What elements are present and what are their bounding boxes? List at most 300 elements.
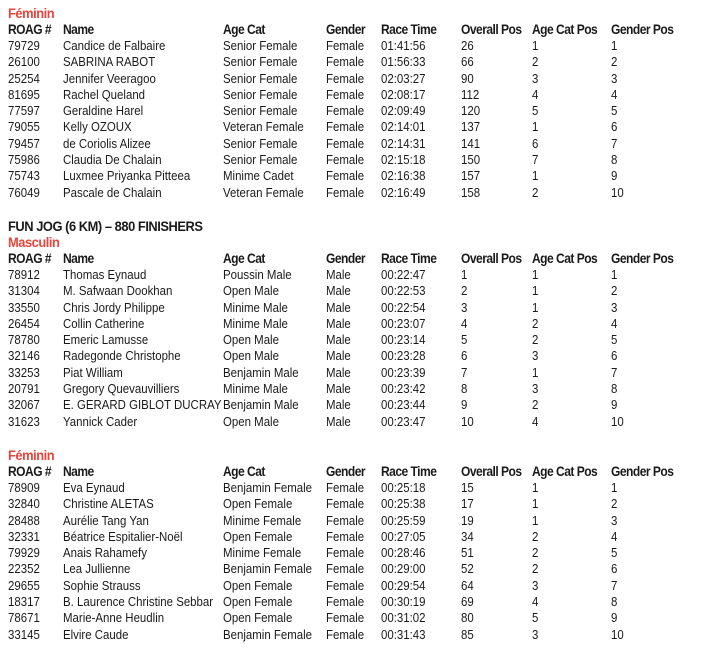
table-row: [8, 86, 618, 103]
cell-overall-pos: 158: [461, 184, 481, 200]
cell-race-time: 02:09:49: [381, 103, 426, 119]
cell-name: Kelly OZOUX: [63, 119, 132, 135]
cell-gender: Female: [326, 594, 365, 610]
cell-gender-pos: 7: [611, 135, 618, 151]
table-row: [8, 152, 618, 168]
table-row: [8, 545, 618, 561]
cell-race-time: 00:22:54: [381, 299, 426, 315]
table-row: [8, 103, 618, 119]
cell-overall-pos: 64: [461, 577, 474, 593]
cell-gender-pos: 3: [611, 299, 618, 315]
cell-overall-pos: 137: [461, 119, 481, 135]
cell-race-time: 00:25:38: [381, 496, 426, 512]
cell-race-time: 00:23:44: [381, 397, 426, 413]
cell-roag-number: 78780: [8, 332, 40, 348]
cell-age-cat: Minime Male: [223, 315, 288, 331]
table-row: [8, 332, 618, 348]
cell-race-time: 01:41:56: [381, 38, 426, 53]
cell-gender: Male: [326, 332, 351, 348]
cell-gender: Female: [326, 184, 365, 200]
header-race-time: Race Time: [381, 463, 437, 479]
cell-age-cat: Minime Cadet: [223, 168, 294, 184]
cell-age-cat: Open Female: [223, 577, 293, 593]
cell-name: Claudia De Chalain: [63, 152, 162, 168]
cell-roag-number: 79929: [8, 545, 40, 561]
cell-overall-pos: 1: [461, 267, 468, 282]
cell-gender: Female: [326, 86, 365, 102]
table-row: [8, 283, 618, 299]
header-age-cat-pos: Age Cat Pos: [532, 21, 598, 37]
cell-roag-number: 76049: [8, 184, 40, 200]
cell-race-time: 01:56:33: [381, 54, 426, 70]
cell-gender: Female: [326, 496, 365, 512]
cell-age-cat-pos: 1: [532, 267, 539, 282]
cell-gender: Female: [326, 54, 365, 70]
table-row: [8, 512, 618, 529]
cell-gender: Female: [326, 152, 365, 168]
cell-age-cat-pos: 3: [532, 348, 539, 364]
header-roag-number: ROAG #: [8, 250, 52, 266]
cell-roag-number: 75986: [8, 152, 40, 168]
header-name: Name: [63, 250, 94, 266]
cell-roag-number: 20791: [8, 381, 40, 397]
cell-gender: Female: [326, 480, 365, 495]
cell-gender-pos: 4: [611, 86, 618, 102]
header-roag-number: ROAG #: [8, 463, 52, 479]
cell-name: Christine ALETAS: [63, 496, 154, 512]
cell-name: Geraldine Harel: [63, 103, 144, 119]
cell-name: Radegonde Christophe: [63, 348, 181, 364]
table-row: [8, 397, 618, 413]
cell-name: M. Safwaan Dookhan: [63, 283, 173, 299]
cell-race-time: 00:23:42: [381, 381, 426, 397]
cell-age-cat-pos: 2: [532, 545, 539, 561]
cell-gender: Male: [326, 315, 351, 331]
cell-name: Thomas Eynaud: [63, 267, 147, 282]
cell-name: de Coriolis Alizee: [63, 135, 151, 151]
cell-race-time: 00:23:47: [381, 413, 426, 429]
cell-roag-number: 31304: [8, 283, 40, 299]
cell-age-cat: Minime Female: [223, 545, 302, 561]
cell-age-cat: Benjamin Male: [223, 397, 299, 413]
table-row: [8, 348, 618, 364]
cell-race-time: 00:22:53: [381, 283, 426, 299]
cell-age-cat-pos: 1: [532, 480, 539, 495]
cell-gender-pos: 7: [611, 364, 618, 380]
cell-gender: Female: [326, 577, 365, 593]
cell-gender-pos: 9: [611, 397, 618, 413]
cell-name: SABRINA RABOT: [63, 54, 156, 70]
cell-gender: Male: [326, 283, 351, 299]
cell-race-time: 00:31:02: [381, 610, 426, 626]
table-row: [8, 267, 618, 283]
cell-roag-number: 31623: [8, 413, 40, 429]
cell-name: E. GERARD GIBLOT DUCRAY: [63, 397, 222, 413]
cell-gender: Male: [326, 397, 351, 413]
table-row: [8, 577, 618, 594]
cell-age-cat: Minime Male: [223, 299, 288, 315]
table-body: [8, 38, 624, 201]
cell-overall-pos: 9: [461, 397, 468, 413]
cell-age-cat: Senior Female: [223, 54, 298, 70]
table-row: [8, 315, 618, 332]
section-title: FUN JOG (6 KM) – 880 FINISHERS: [8, 218, 203, 234]
cell-age-cat: Open Male: [223, 413, 279, 429]
cell-gender-pos: 2: [611, 54, 618, 70]
cell-age-cat: Veteran Female: [223, 184, 304, 200]
cell-roag-number: 33145: [8, 626, 40, 642]
table-row: [8, 561, 618, 577]
section-subtitle: Féminin: [8, 447, 55, 463]
cell-name: Béatrice Espitalier-Noël: [63, 528, 183, 544]
cell-age-cat-pos: 1: [532, 512, 539, 528]
cell-gender: Female: [326, 168, 365, 184]
cell-age-cat-pos: 1: [532, 119, 539, 135]
table-row: [8, 119, 618, 135]
header-gender-pos: Gender Pos: [611, 21, 674, 37]
cell-age-cat: Benjamin Female: [223, 561, 313, 577]
cell-roag-number: 33253: [8, 364, 40, 380]
cell-age-cat: Benjamin Male: [223, 364, 299, 380]
cell-age-cat: Open Male: [223, 283, 279, 299]
cell-age-cat-pos: 2: [532, 184, 539, 200]
table-row: [8, 381, 618, 397]
cell-age-cat-pos: 1: [532, 283, 539, 299]
cell-gender: Female: [326, 545, 365, 561]
cell-age-cat-pos: 7: [532, 152, 539, 168]
cell-overall-pos: 8: [461, 381, 468, 397]
header-race-time: Race Time: [381, 21, 437, 37]
table-row: [8, 299, 618, 316]
cell-age-cat: Open Female: [223, 594, 293, 610]
cell-roag-number: 29655: [8, 577, 40, 593]
cell-name: B. Laurence Christine Sebbar: [63, 594, 214, 610]
cell-name: Eva Eynaud: [63, 480, 125, 495]
cell-gender: Female: [326, 103, 365, 119]
table-body: [8, 267, 624, 430]
cell-name: Sophie Strauss: [63, 577, 141, 593]
cell-roag-number: 78909: [8, 480, 40, 495]
cell-name: Candice de Falbaire: [63, 38, 166, 53]
cell-age-cat: Minime Male: [223, 381, 288, 397]
cell-age-cat-pos: 4: [532, 86, 539, 102]
cell-gender-pos: 5: [611, 332, 618, 348]
cell-overall-pos: 17: [461, 496, 474, 512]
cell-age-cat-pos: 2: [532, 561, 539, 577]
header-age-cat-pos: Age Cat Pos: [532, 463, 598, 479]
cell-overall-pos: 112: [461, 86, 480, 102]
cell-name: Aurélie Tang Yan: [63, 512, 149, 528]
cell-gender: Female: [326, 528, 365, 544]
cell-age-cat: Senior Female: [223, 103, 298, 119]
cell-name: Emeric Lamusse: [63, 332, 149, 348]
cell-overall-pos: 5: [461, 332, 468, 348]
cell-gender: Female: [326, 70, 365, 86]
cell-age-cat-pos: 5: [532, 610, 539, 626]
cell-gender-pos: 8: [611, 152, 618, 168]
cell-race-time: 00:23:39: [381, 364, 426, 380]
table-row: [8, 364, 618, 381]
cell-age-cat-pos: 3: [532, 577, 539, 593]
cell-gender-pos: 1: [611, 38, 618, 53]
cell-gender: Female: [326, 512, 365, 528]
cell-gender-pos: 7: [611, 577, 618, 593]
cell-roag-number: 18317: [8, 594, 40, 610]
cell-overall-pos: 51: [461, 545, 474, 561]
cell-overall-pos: 157: [461, 168, 481, 184]
cell-gender-pos: 3: [611, 512, 618, 528]
section-feminin-2: [8, 447, 674, 643]
cell-roag-number: 33550: [8, 299, 40, 315]
cell-gender-pos: 8: [611, 381, 618, 397]
cell-age-cat-pos: 1: [532, 299, 539, 315]
cell-age-cat: Benjamin Female: [223, 626, 313, 642]
cell-roag-number: 79457: [8, 135, 40, 151]
header-overall-pos: Overall Pos: [461, 463, 522, 479]
table-header: [8, 21, 674, 38]
cell-gender-pos: 5: [611, 103, 618, 119]
table-row: [8, 54, 618, 70]
cell-race-time: 00:28:46: [381, 545, 426, 561]
cell-gender: Male: [326, 267, 351, 282]
cell-gender-pos: 6: [611, 348, 618, 364]
cell-overall-pos: 19: [461, 512, 474, 528]
cell-race-time: 02:08:17: [381, 86, 426, 102]
cell-gender: Female: [326, 610, 365, 626]
cell-name: Anais Rahamefy: [63, 545, 147, 561]
cell-overall-pos: 90: [461, 70, 474, 86]
section-fun-jog-masculin: [8, 218, 674, 430]
cell-gender-pos: 3: [611, 70, 618, 86]
cell-gender: Male: [326, 381, 351, 397]
cell-age-cat: Senior Female: [223, 152, 298, 168]
cell-overall-pos: 52: [461, 561, 474, 577]
cell-roag-number: 32331: [8, 528, 40, 544]
cell-overall-pos: 7: [461, 364, 468, 380]
header-age-cat: Age Cat: [223, 21, 265, 37]
cell-gender-pos: 10: [611, 184, 624, 200]
cell-gender-pos: 10: [611, 413, 624, 429]
cell-race-time: 00:29:54: [381, 577, 426, 593]
cell-overall-pos: 120: [461, 103, 481, 119]
cell-gender: Female: [326, 561, 365, 577]
section-subtitle: Féminin: [8, 5, 55, 21]
cell-age-cat-pos: 2: [532, 315, 539, 331]
header-gender: Gender: [326, 250, 366, 266]
cell-age-cat: Open Female: [223, 528, 293, 544]
section-subtitle: Masculin: [8, 234, 60, 250]
cell-name: Piat William: [63, 364, 123, 380]
cell-gender: Female: [326, 626, 365, 642]
table-row: [8, 610, 618, 626]
cell-overall-pos: 80: [461, 610, 474, 626]
cell-race-time: 00:30:19: [381, 594, 426, 610]
cell-age-cat-pos: 2: [532, 332, 539, 348]
table-row: [8, 184, 624, 201]
cell-age-cat-pos: 3: [532, 381, 539, 397]
table-row: [8, 70, 618, 87]
header-age-cat: Age Cat: [223, 463, 265, 479]
header-age-cat-pos: Age Cat Pos: [532, 250, 598, 266]
table-header: [8, 250, 674, 267]
table-row: [8, 135, 618, 152]
table-row: [8, 480, 618, 496]
header-roag-number: ROAG #: [8, 21, 52, 37]
cell-age-cat: Minime Female: [223, 512, 302, 528]
table-body: [8, 480, 624, 643]
cell-race-time: 00:23:14: [381, 332, 426, 348]
cell-gender-pos: 9: [611, 168, 618, 184]
cell-gender-pos: 6: [611, 119, 618, 135]
cell-roag-number: 26100: [8, 54, 40, 70]
cell-age-cat-pos: 5: [532, 103, 539, 119]
table-row: [8, 496, 618, 512]
cell-roag-number: 32840: [8, 496, 40, 512]
cell-age-cat-pos: 4: [532, 413, 539, 429]
header-age-cat: Age Cat: [223, 250, 265, 266]
cell-race-time: 02:03:27: [381, 70, 426, 86]
cell-gender-pos: 6: [611, 561, 618, 577]
header-name: Name: [63, 21, 94, 37]
cell-roag-number: 79055: [8, 119, 40, 135]
cell-name: Jennifer Veeragoo: [63, 70, 156, 86]
header-name: Name: [63, 463, 94, 479]
cell-name: Collin Catherine: [63, 315, 145, 331]
cell-name: Rachel Queland: [63, 86, 146, 102]
cell-roag-number: 77597: [8, 103, 40, 119]
table-row: [8, 594, 618, 610]
cell-age-cat-pos: 1: [532, 496, 539, 512]
cell-gender-pos: 4: [611, 528, 618, 544]
cell-gender-pos: 5: [611, 545, 618, 561]
cell-gender: Male: [326, 413, 351, 429]
cell-age-cat: Senior Female: [223, 86, 298, 102]
cell-race-time: 02:15:18: [381, 152, 426, 168]
cell-age-cat-pos: 2: [532, 528, 539, 544]
cell-age-cat: Senior Female: [223, 135, 298, 151]
cell-overall-pos: 69: [461, 594, 474, 610]
cell-age-cat: Open Male: [223, 348, 279, 364]
cell-age-cat: Open Male: [223, 332, 279, 348]
cell-gender-pos: 10: [611, 626, 624, 642]
cell-age-cat: Open Female: [223, 496, 293, 512]
header-gender-pos: Gender Pos: [611, 463, 674, 479]
header-gender: Gender: [326, 21, 366, 37]
cell-overall-pos: 26: [461, 38, 474, 53]
cell-gender: Male: [326, 348, 351, 364]
cell-gender: Female: [326, 38, 365, 53]
cell-roag-number: 26454: [8, 315, 40, 331]
cell-roag-number: 81695: [8, 86, 40, 102]
cell-gender: Female: [326, 135, 365, 151]
cell-overall-pos: 3: [461, 299, 468, 315]
cell-age-cat: Poussin Male: [223, 267, 292, 282]
cell-overall-pos: 34: [461, 528, 474, 544]
cell-name: Luxmee Priyanka Pitteea: [63, 168, 191, 184]
cell-race-time: 02:16:49: [381, 184, 426, 200]
cell-age-cat-pos: 2: [532, 397, 539, 413]
cell-age-cat-pos: 6: [532, 135, 539, 151]
header-gender: Gender: [326, 463, 366, 479]
cell-overall-pos: 15: [461, 480, 474, 495]
cell-race-time: 00:23:28: [381, 348, 426, 364]
cell-overall-pos: 141: [461, 135, 481, 151]
cell-overall-pos: 4: [461, 315, 468, 331]
cell-roag-number: 32067: [8, 397, 40, 413]
table-header: [8, 463, 674, 480]
cell-gender-pos: 2: [611, 496, 618, 512]
cell-roag-number: 32146: [8, 348, 40, 364]
header-overall-pos: Overall Pos: [461, 250, 522, 266]
header-gender-pos: Gender Pos: [611, 250, 674, 266]
cell-age-cat-pos: 2: [532, 54, 539, 70]
cell-race-time: 00:31:43: [381, 626, 426, 642]
table-row: [8, 38, 618, 54]
table-row: [8, 626, 624, 643]
cell-race-time: 00:29:00: [381, 561, 426, 577]
cell-roag-number: 78671: [8, 610, 40, 626]
header-overall-pos: Overall Pos: [461, 21, 522, 37]
cell-age-cat-pos: 4: [532, 594, 539, 610]
cell-gender: Male: [326, 299, 351, 315]
cell-roag-number: 25254: [8, 70, 40, 86]
header-race-time: Race Time: [381, 250, 437, 266]
cell-race-time: 00:23:07: [381, 315, 426, 331]
cell-gender-pos: 1: [611, 267, 618, 282]
cell-gender: Male: [326, 364, 351, 380]
section-feminin-1: [8, 5, 674, 201]
cell-roag-number: 75743: [8, 168, 40, 184]
cell-gender: Female: [326, 119, 365, 135]
cell-overall-pos: 150: [461, 152, 481, 168]
cell-gender-pos: 8: [611, 594, 618, 610]
cell-race-time: 00:27:05: [381, 528, 426, 544]
cell-overall-pos: 10: [461, 413, 474, 429]
table-row: [8, 168, 618, 184]
cell-gender-pos: 9: [611, 610, 618, 626]
cell-age-cat: Senior Female: [223, 70, 298, 86]
table-row: [8, 413, 624, 430]
cell-age-cat: Senior Female: [223, 38, 298, 53]
cell-age-cat-pos: 1: [532, 364, 539, 380]
cell-race-time: 00:25:18: [381, 480, 426, 495]
cell-roag-number: 22352: [8, 561, 40, 577]
cell-overall-pos: 85: [461, 626, 474, 642]
cell-name: Elvire Caude: [63, 626, 129, 642]
cell-name: Marie-Anne Heudlin: [63, 610, 165, 626]
cell-roag-number: 79729: [8, 38, 40, 53]
cell-roag-number: 78912: [8, 267, 40, 282]
cell-gender-pos: 1: [611, 480, 618, 495]
cell-gender-pos: 4: [611, 315, 618, 331]
cell-age-cat-pos: 3: [532, 70, 539, 86]
cell-race-time: 00:25:59: [381, 512, 426, 528]
cell-overall-pos: 66: [461, 54, 474, 70]
cell-name: Yannick Cader: [63, 413, 138, 429]
cell-name: Pascale de Chalain: [63, 184, 162, 200]
cell-race-time: 02:16:38: [381, 168, 426, 184]
cell-age-cat-pos: 1: [532, 38, 539, 53]
cell-race-time: 00:22:47: [381, 267, 426, 282]
cell-name: Chris Jordy Philippe: [63, 299, 165, 315]
table-row: [8, 528, 618, 545]
cell-race-time: 02:14:01: [381, 119, 426, 135]
cell-roag-number: 28488: [8, 512, 40, 528]
cell-name: Lea Jullienne: [63, 561, 131, 577]
cell-name: Gregory Quevauvilliers: [63, 381, 180, 397]
cell-overall-pos: 6: [461, 348, 468, 364]
cell-age-cat: Benjamin Female: [223, 480, 313, 495]
